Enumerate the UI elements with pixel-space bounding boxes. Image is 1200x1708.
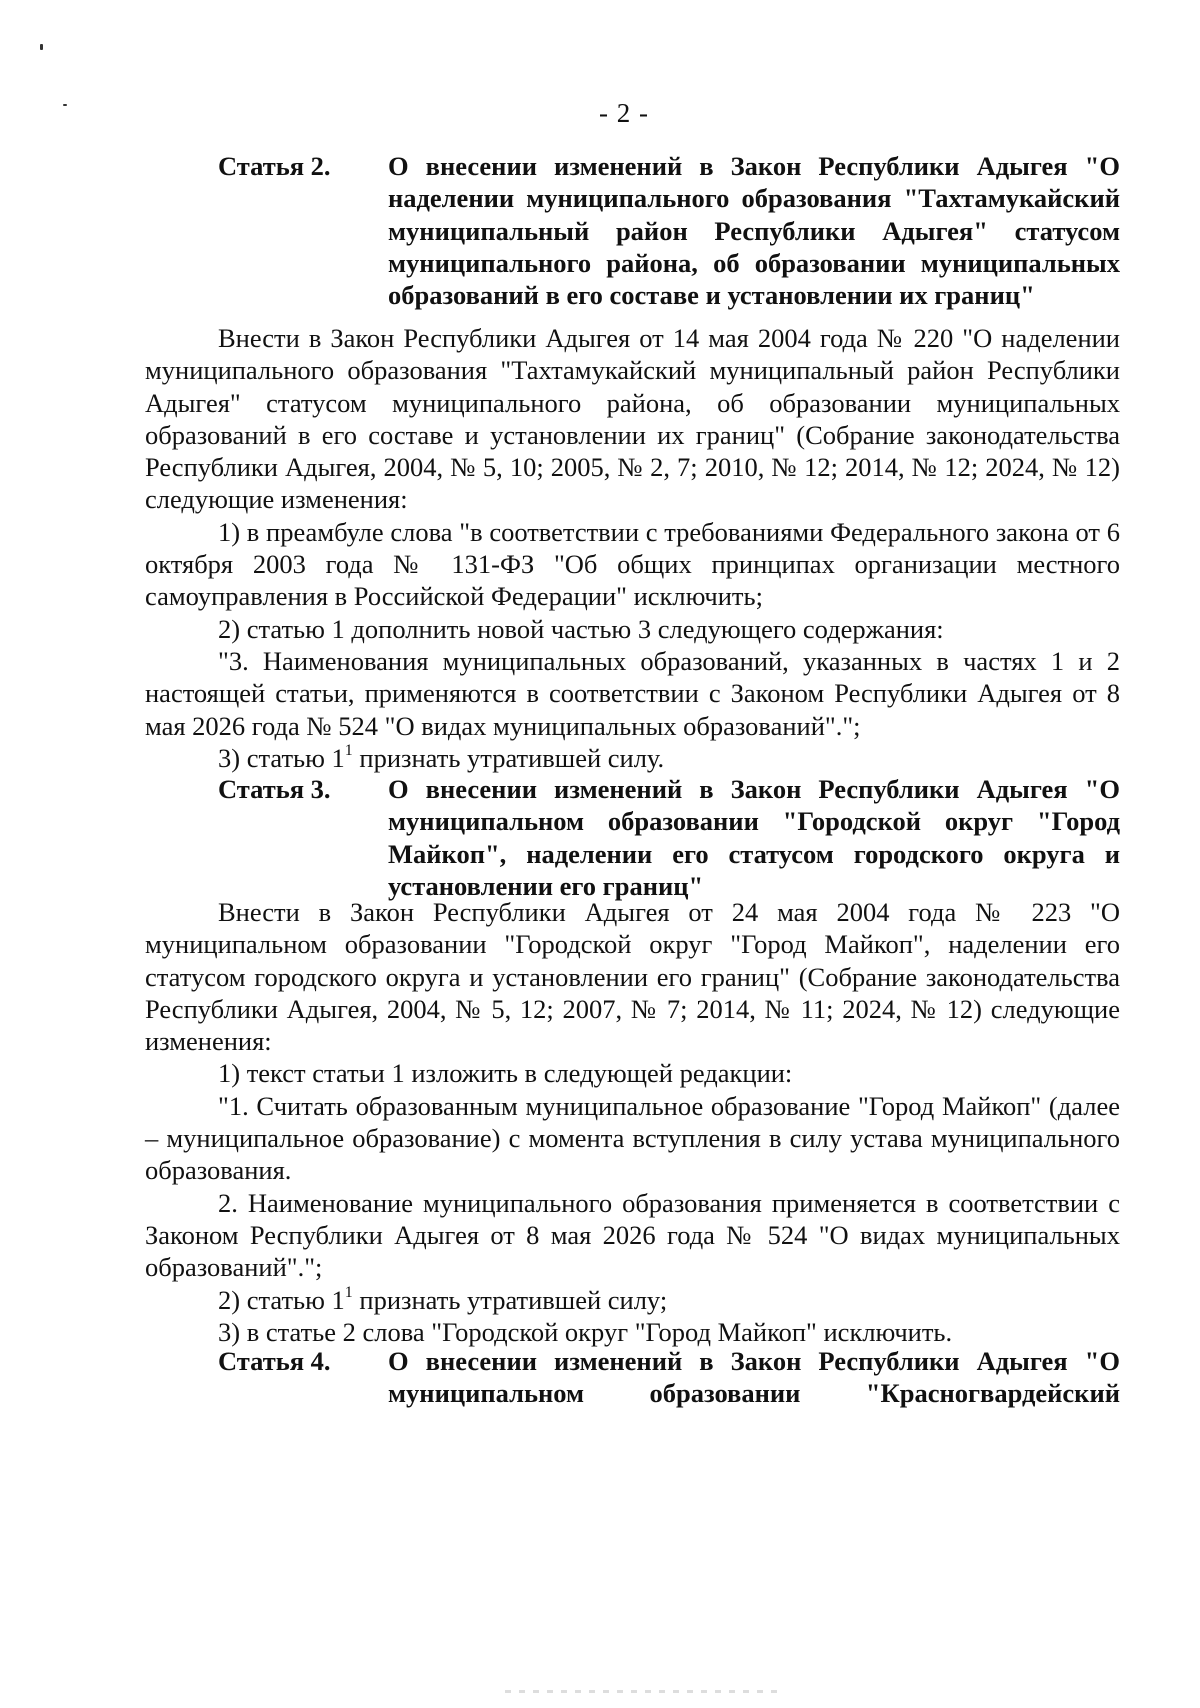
article-2-item-1: 1) в преамбуле слова "в соответствии с требованиями Федерального закона от 6 октября 2003 года № 131-ФЗ "Об общих принципах организации местного самоуправления в Российской Федерации" исключить; <box>145 516 1120 612</box>
article-2-intro: Внести в Закон Республики Адыгея от 14 мая 2004 года № 220 "О наделении муниципального образования "Тахтамукайский муниципальный район Республики Адыгея" статусом муниципального района, об образовании муниципальных образований в его составе и установлении их границ" (Собрание законодательства Республики Адыгея, 2004, № 5, 10; 2005, № 2, 7; 2010, № 12; 2014, № 12; 2024, № 12) следующие изменения: <box>145 323 1120 515</box>
article-3-item-1-quote-2: 2. Наименование муниципального образования применяется в соответствии с Законом Республики Адыгея от 8 мая 2026 года № 524 "О видах муниципальных образований"."; <box>145 1187 1120 1283</box>
article-3-item-1-quote-1: "1. Считать образованным муниципальное образование "Город Майкоп" (далее – муниципальное образование) с момента вступления в силу устава муниципального образования. <box>145 1090 1120 1186</box>
article-3-label: Статья 3. <box>218 774 331 804</box>
article-3-item-1: 1) текст статьи 1 изложить в следующей редакции: <box>218 1058 793 1089</box>
article-3-intro: Внести в Закон Республики Адыгея от 24 мая 2004 года № 223 "О муниципальном образовании "Городской округ "Город Майкоп", наделении его статусом городского округа и установлении его границ" (Собрание законодательства Республики Адыгея, 2004, № 5, 12; 2007, № 7; 2014, № 11; 2024, № 12) следующие изменения: <box>145 897 1120 1057</box>
article-3-item-3: 3) в статье 2 слова "Городской округ "Город Майкоп" исключить. <box>218 1316 953 1347</box>
article-4-label: Статья 4. <box>218 1346 331 1376</box>
article-3-item-2 <box>145 1284 1120 1316</box>
article-4-title: О внесении изменений в Закон Республики Адыгея "О муниципальном образовании "Красногвардейский <box>388 1346 1120 1409</box>
article-2-title: О внесении изменений в Закон Республики Адыгея "О наделении муниципального образования "Тахтамукайский муниципальный район Республики Адыгея" статусом муниципального района, об образовании муниципальных образований в его составе и установлении их границ" <box>388 151 1120 311</box>
page-number: - 2 - <box>599 98 649 128</box>
scan-speck <box>40 44 43 50</box>
scan-artifact <box>505 1690 785 1693</box>
superscript: 1 <box>344 742 353 760</box>
article-2-label: Статья 2. <box>218 151 331 181</box>
article-2-item-3-rest: признать утратившей силу. <box>352 742 665 773</box>
article-2-item-2-quote: "3. Наименования муниципальных образований, указанных в частях 1 и 2 настоящей статьи, применяются в соответствии с Законом Республики Адыгея от 8 мая 2026 года № 524 "О видах муниципальных образований"."; <box>145 645 1120 741</box>
article-2-item-3 <box>145 742 1120 774</box>
article-2-item-2: 2) статью 1 дополнить новой частью 3 следующего содержания: <box>218 613 944 644</box>
article-3-body <box>145 896 1120 1348</box>
article-3-title: О внесении изменений в Закон Республики Адыгея "О муниципальном образовании "Городской округ "Город Майкоп", наделении его статусом городского округа и установлении его границ" <box>388 774 1120 901</box>
article-2-body <box>145 322 1120 774</box>
superscript: 1 <box>344 1283 353 1301</box>
article-3-item-2-text: 2) статью 1 <box>218 1284 345 1315</box>
article-3-item-2-rest: признать утратившей силу; <box>352 1284 668 1315</box>
article-2-item-3-text: 3) статью 1 <box>218 742 345 773</box>
